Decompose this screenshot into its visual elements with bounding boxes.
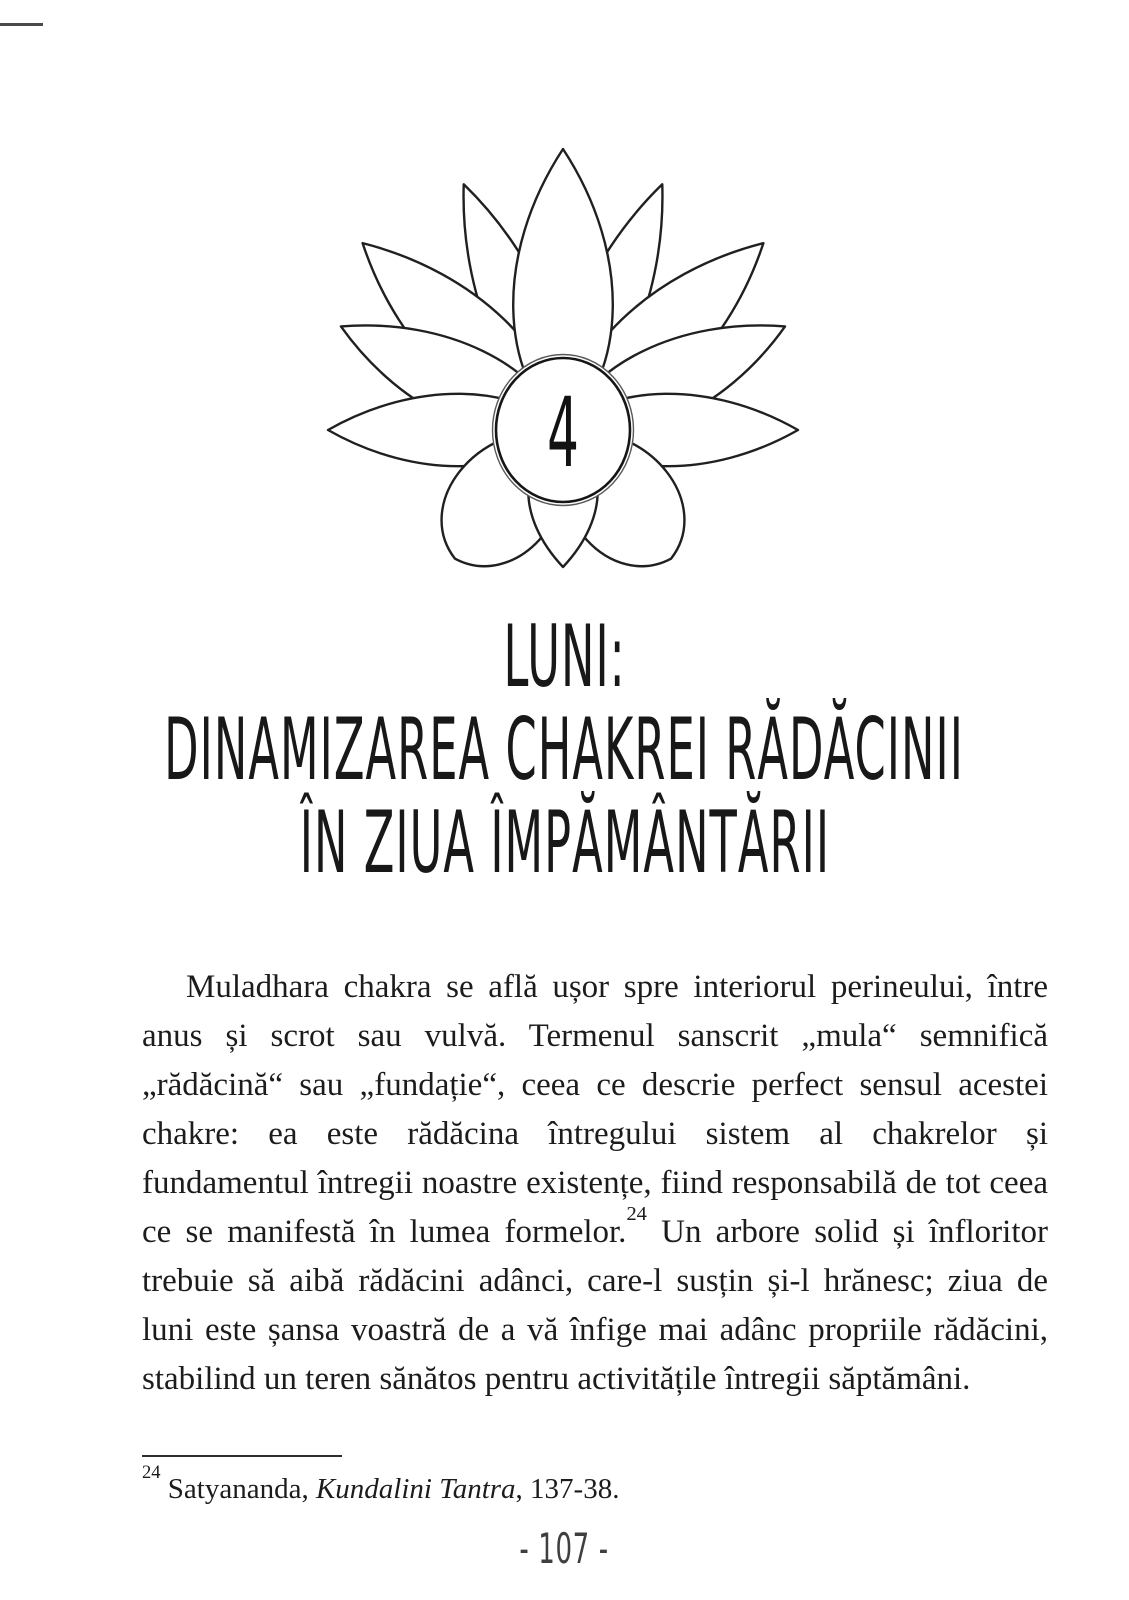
- body-paragraph: [142, 963, 1048, 1404]
- footnote-reference: 24: [626, 1202, 647, 1225]
- footnote-pages: , 137-38.: [515, 1473, 620, 1505]
- paragraph-text: Muladhara chakra se află ușor spre interiorul perineului, între anus și scrot sau vulvă. Termenul sanscrit „mula“ semnifică „rădăcină“ sau „fundație“, ceea ce descrie perfect sensul acestei chakre: ea este rădăcina întregului sistem al chakrelor și fundamentul întregii noastre existențe, fiind responsabilă de tot ceea ce se manifestă în lumea formelor.: [142, 969, 1048, 1250]
- chapter-title: [0, 606, 1129, 893]
- scan-artifact-line: [0, 23, 43, 26]
- title-line: [0, 699, 1129, 800]
- title-line-3: ÎN ZIUA ÎMPĂMÂNTĂRII: [299, 792, 830, 893]
- lotus-illustration: [325, 143, 805, 593]
- title-line: [0, 792, 1129, 893]
- title-line-1: LUNI:: [503, 606, 626, 707]
- page-number-text: - 107 -: [519, 1524, 610, 1573]
- footnote-separator: [142, 1455, 342, 1457]
- footnote: [142, 1462, 1022, 1508]
- paragraph-text-continued: Un arbore solid și înfloritor trebuie să aibă rădăcini adânci, care-l susțin și-l hrănesc; ziua de luni este șansa voastră de a vă înfige mai adânc propriile rădăcini, stabilind un teren sănătos pentru activitățile întregii săptămâni.: [142, 1214, 1048, 1397]
- title-line: [0, 606, 1129, 707]
- footnote-number: 24: [142, 1462, 161, 1484]
- footnote-author: Satyananda,: [160, 1473, 316, 1505]
- title-line-2: DINAMIZAREA CHAKREI RĂDĂCINII: [164, 699, 965, 800]
- page-number: [0, 1524, 1129, 1573]
- footnote-work-title: Kundalini Tantra: [315, 1473, 516, 1505]
- chapter-number: 4: [546, 378, 579, 490]
